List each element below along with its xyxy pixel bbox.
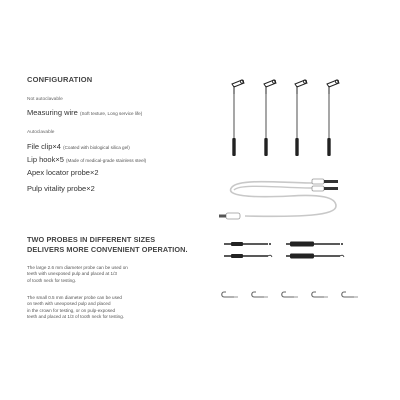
measuring-wire-cable-icon [219, 179, 338, 219]
file-clip-name: File clip×4 [27, 142, 61, 151]
file-clip-icon [264, 80, 276, 156]
probes-heading-line1: TWO PROBES IN DIFFERENT SIZES [27, 235, 156, 244]
large-probe-line: teeth with unexposed pulp and placed at 1/3 [27, 271, 117, 277]
lip-hook-note: (Made of medical-grade stainless steel) [66, 158, 147, 163]
pulp-probe-name: Pulp vitality probe×2 [27, 184, 95, 193]
file-clip-note: (Coated with biological silica gel) [63, 145, 130, 150]
file-clip-icon [327, 80, 339, 156]
small-probe-line: in the crown for testing, or on pulp-exposed [27, 307, 116, 313]
pulp-vitality-probe-icon [224, 254, 272, 258]
measuring-wire-name: Measuring wire [27, 108, 78, 117]
file-clip-icon [232, 80, 244, 156]
measuring-wire-note: (Soft texture, Long service life) [79, 111, 143, 116]
pulp-vitality-probe-icon [286, 254, 344, 259]
lip-hook-icon [342, 292, 358, 297]
lip-hook-icon [222, 292, 238, 297]
probes-heading-line2: DELIVERS MORE CONVENIENT OPERATION. [27, 244, 188, 254]
file-clip-icon [295, 80, 307, 156]
lip-hook-icon [252, 292, 268, 297]
apex-locator-probe-icon [286, 242, 343, 247]
apex-locator-probe-icon [224, 242, 271, 246]
configuration-heading: CONFIGURATION [27, 75, 93, 84]
not-autoclavable-label: Not autoclavable [27, 97, 63, 102]
small-probe-line: on teeth with unexposed pulp and placed [27, 301, 111, 307]
lip-hook-icon [282, 292, 298, 297]
small-probe-line: teeth and placed at 1/3 of tooth neck for testing. [27, 313, 125, 319]
autoclavable-label: Autoclavable [27, 130, 55, 135]
large-probe-line: of tooth neck for testing. [27, 277, 77, 283]
lip-hook-icon [312, 292, 328, 297]
large-probe-line: The large 2.6 mm diameter probe can be used on [27, 265, 128, 270]
small-probe-line: The small 0.5 mm diameter probe can be used [27, 295, 122, 300]
apex-probe-name: Apex locator probe×2 [27, 168, 99, 177]
lip-hook-name: Lip hook×5 [27, 155, 64, 164]
